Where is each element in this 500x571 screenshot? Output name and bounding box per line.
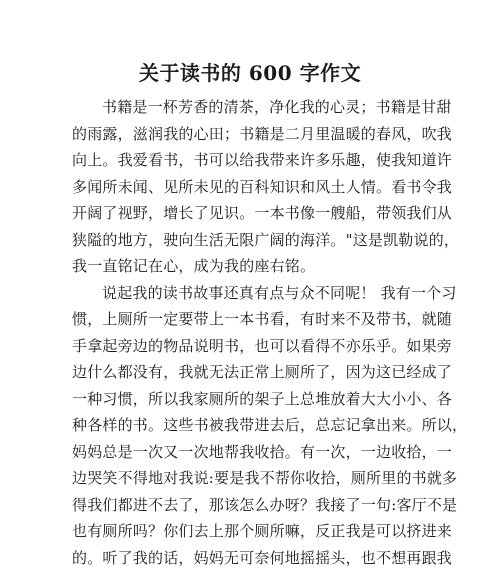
text-line: 也有厕所吗？你们去上那个厕所嘛，反正我是可以挤进来: [72, 518, 442, 545]
text-line: 妈妈总是一次又一次地帮我收拾。有一次，一边收拾，一: [72, 439, 442, 466]
text-line: 边什么都没有，我就无法正常上厕所了，因为这已经成了: [72, 359, 442, 386]
document-title: 关于读书的 600 字作文: [0, 58, 500, 88]
text-line: 种各样的书。这些书被我带进去后，总忘记拿出来。所以，: [72, 412, 442, 439]
text-line: 狭隘的地方，驶向生活无限广阔的海洋。"这是凯勒说的，: [72, 227, 442, 254]
text-line: 一种习惯，所以我家厕所的架子上总堆放着大大小小、各: [72, 386, 442, 413]
text-line: 书籍是一杯芳香的清茶，净化我的心灵；书籍是甘甜: [72, 94, 442, 121]
text-line: 的雨露，滋润我的心田；书籍是二月里温暖的春风，吹我: [72, 121, 442, 148]
text-line: 边哭笑不得地对我说:要是我不帮你收拾，厕所里的书就多: [72, 465, 442, 492]
text-line: 多闻所未闻、见所未见的百科知识和风土人情。看书令我: [72, 174, 442, 201]
essay-body: [102, 94, 442, 571]
text-line: 我一直铭记在心，成为我的座右铭。: [72, 253, 442, 280]
text-line: 手拿起旁边的物品说明书，也可以看得不亦乐乎。如果旁: [72, 333, 442, 360]
text-line: 说起我的读书故事还真有点与众不同呢！ 我有一个习: [72, 280, 442, 307]
text-line: 的。听了我的话，妈妈无可奈何地摇摇头，也不想再跟我: [72, 545, 442, 571]
text-line: 开阔了视野，增长了见识。一本书像一艘船，带领我们从: [72, 200, 442, 227]
text-line: 惯，上厕所一定要带上一本书看，有时来不及带书，就随: [72, 306, 442, 333]
text-line: 向上。我爱看书，书可以给我带来许多乐趣，使我知道许: [72, 147, 442, 174]
text-line: 得我们都进不去了，那该怎么办呀？我接了一句:客厅不是: [72, 492, 442, 519]
